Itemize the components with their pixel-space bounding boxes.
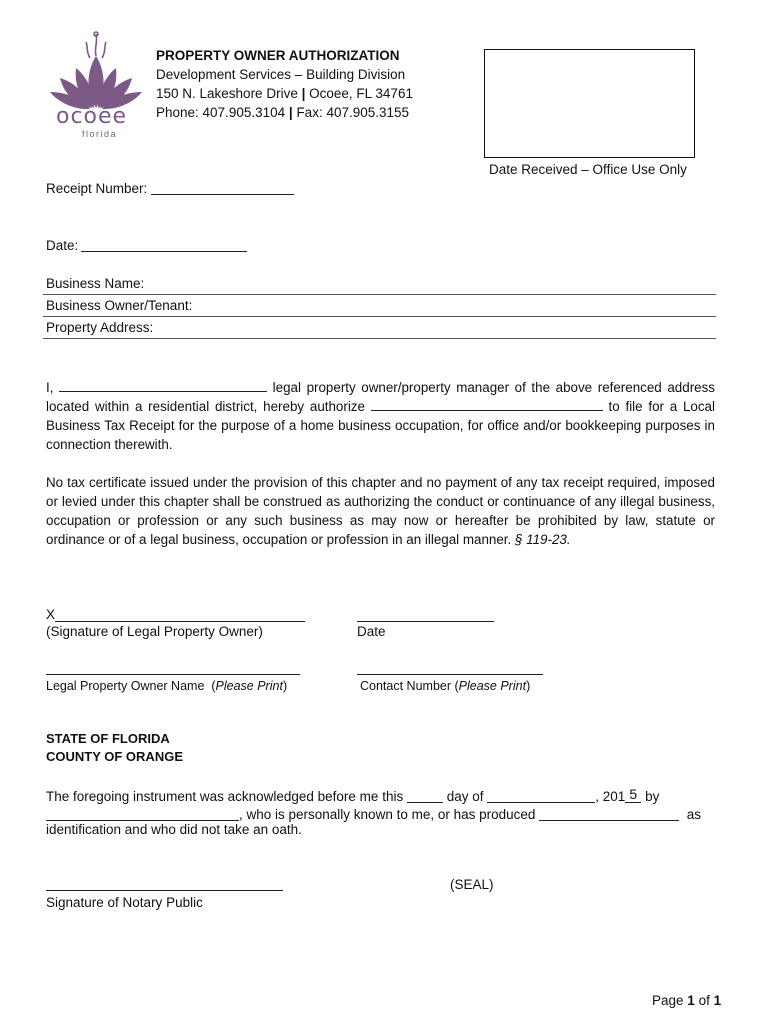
hint-close: ) xyxy=(526,679,531,693)
contact-text: Contact Number ( xyxy=(360,679,459,693)
separator: | xyxy=(301,86,306,101)
receipt-number-label: Receipt Number: xyxy=(46,181,148,196)
county-heading: COUNTY OF ORANGE xyxy=(46,749,183,764)
owner-name-line[interactable] xyxy=(46,674,300,675)
signer-name-blank[interactable] xyxy=(46,806,239,821)
logo-wordmark: ocoee xyxy=(56,104,128,129)
contact-number-line[interactable] xyxy=(357,674,543,675)
signature-date-label: Date xyxy=(357,624,386,639)
office-use-box[interactable] xyxy=(484,49,695,158)
logo-subtext: florida xyxy=(82,129,118,139)
notary-text-2: day of xyxy=(446,789,484,804)
notary-line-1 xyxy=(46,786,659,805)
date-label: Date: xyxy=(46,238,79,253)
authorizer-name-blank[interactable] xyxy=(59,379,267,392)
notary-text-4: by xyxy=(645,789,660,804)
lotus-icon xyxy=(46,30,146,110)
notary-signature-label: Signature of Notary Public xyxy=(46,895,203,910)
notary-text-1: The foregoing instrument was acknowledged before me this xyxy=(46,789,404,804)
pronoun-i: I, xyxy=(46,380,54,395)
phone-text: Phone: 407.905.3104 xyxy=(156,105,286,120)
code-reference: § 119-23. xyxy=(514,532,571,547)
office-use-caption: Date Received – Office Use Only xyxy=(489,162,687,177)
contact-number-label xyxy=(360,679,530,693)
authorization-text-1: legal property owner/property manager of the above referenced address located within a residential district, hereby authorize xyxy=(46,380,715,414)
authorization-paragraph xyxy=(46,378,715,454)
notary-text-5: , who is personally known to me, or has produced xyxy=(239,807,536,822)
address-line xyxy=(156,86,413,101)
day-blank[interactable] xyxy=(407,788,443,803)
month-blank[interactable] xyxy=(487,788,595,803)
please-print-hint: Please Print xyxy=(458,679,527,693)
tax-disclaimer-text: No tax certificate issued under the provision of this chapter and no payment of any tax receipt required, imposed or levied under this chapter shall be construed as authorizing the conduct or continuance of any illegal business, occupation or profession or any such business as may now or hereafter be prohibited by law, statute or ordinance or of a legal business, occupation or profession in an illegal manner. xyxy=(46,475,715,547)
ocoee-logo xyxy=(46,30,146,142)
state-heading: STATE OF FLORIDA xyxy=(46,731,170,746)
notary-text-6: as xyxy=(686,807,701,822)
department-line: Development Services – Building Division xyxy=(156,67,406,82)
seal-label: (SEAL) xyxy=(450,877,494,892)
authorization-text-2: to file for a Local Business Tax Receipt for the purpose of a home business occupation, for office and/or bookkeeping purposes in connection therewith. xyxy=(46,399,715,452)
owner-tenant-label: Business Owner/Tenant: xyxy=(46,298,193,313)
receipt-number-field[interactable] xyxy=(151,180,294,195)
owner-name-label xyxy=(46,679,287,693)
notary-line-2 xyxy=(46,804,701,822)
owner-tenant-rule[interactable] xyxy=(43,316,716,317)
owner-signature-label: (Signature of Legal Property Owner) xyxy=(46,624,263,639)
year-digit[interactable] xyxy=(625,786,641,803)
notary-line-3: identification and who did not take an oath. xyxy=(46,822,302,837)
date-field[interactable] xyxy=(81,237,247,252)
signature-x-mark: X xyxy=(46,607,56,622)
fax-text: Fax: 407.905.3155 xyxy=(296,105,410,120)
page-of: of xyxy=(698,993,710,1008)
page-total: 1 xyxy=(713,993,722,1008)
business-name-rule[interactable] xyxy=(43,294,716,295)
notary-signature-line[interactable] xyxy=(46,890,283,891)
please-print-hint: Please Print xyxy=(215,679,283,693)
street-address: 150 N. Lakeshore Drive xyxy=(156,86,298,101)
hint-open: ( xyxy=(211,679,216,693)
owner-signature-line[interactable] xyxy=(55,621,305,622)
page-number xyxy=(652,993,721,1008)
hint-close: ) xyxy=(282,679,288,693)
signature-date-line[interactable] xyxy=(357,621,494,622)
page-current: 1 xyxy=(687,993,695,1008)
property-address-label: Property Address: xyxy=(46,320,154,335)
property-address-rule[interactable] xyxy=(43,338,716,339)
form-title: PROPERTY OWNER AUTHORIZATION xyxy=(156,48,400,63)
identification-blank[interactable] xyxy=(539,806,679,821)
tax-disclaimer-paragraph xyxy=(46,473,715,549)
page-word: Page xyxy=(652,993,684,1008)
business-name-label: Business Name: xyxy=(46,276,145,291)
contact-line xyxy=(156,105,409,120)
owner-name-text: Legal Property Owner Name xyxy=(46,679,205,693)
city-address: Ocoee, FL 34761 xyxy=(309,86,413,101)
year-digit-text: 5 xyxy=(629,786,638,802)
separator: | xyxy=(288,105,293,120)
notary-text-3: , 201 xyxy=(595,789,626,804)
authorized-party-blank[interactable] xyxy=(371,398,603,411)
